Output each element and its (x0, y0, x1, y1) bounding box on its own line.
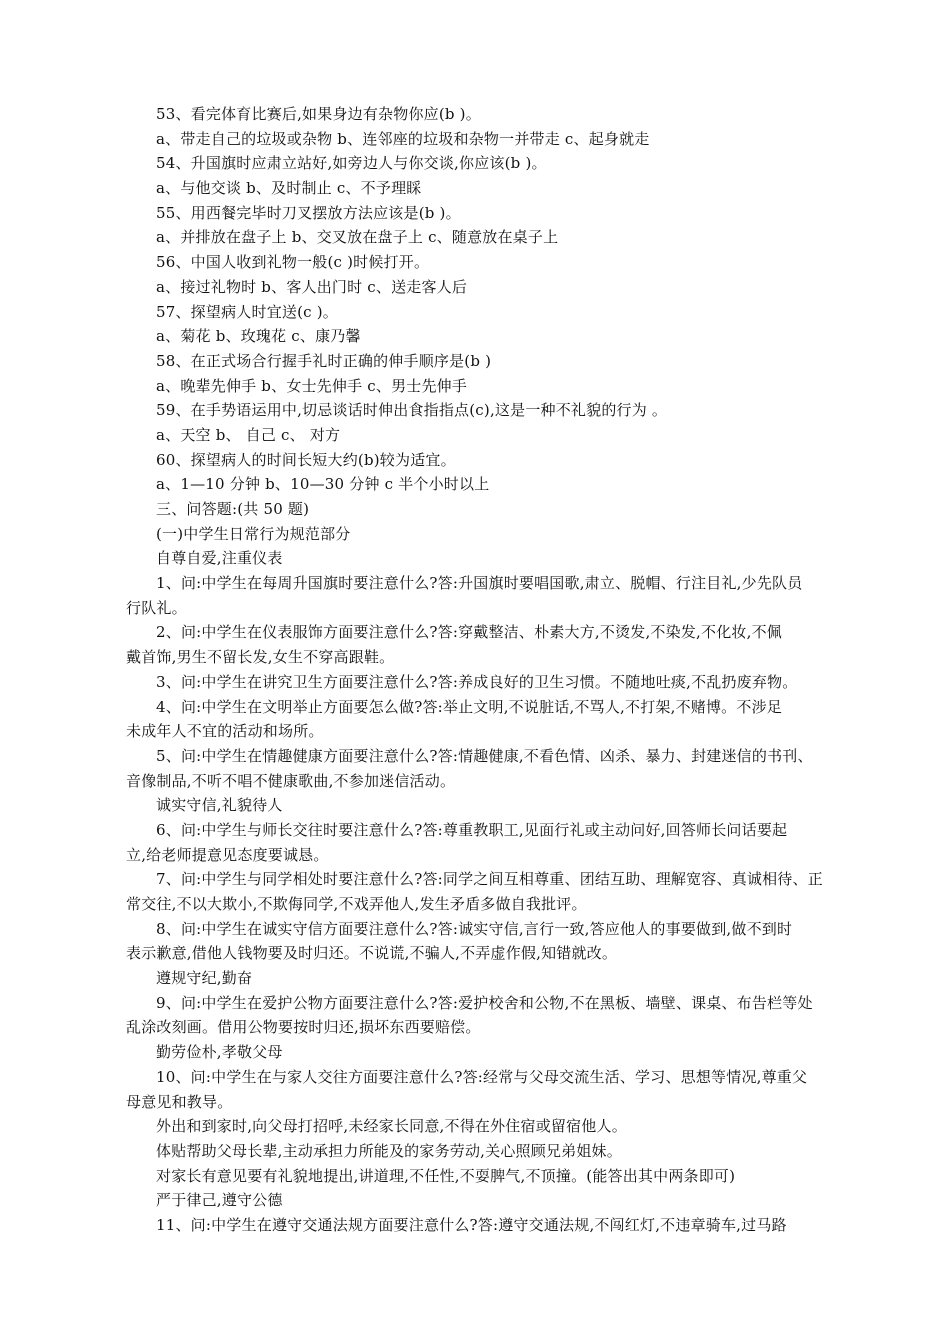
document-body (126, 102, 862, 1238)
text-line: 对家长有意见要有礼貌地提出,讲道理,不任性,不耍脾气,不顶撞。(能答出其中两条即可) (156, 1166, 736, 1185)
text-line: 戴首饰,男生不留长发,女生不穿高跟鞋。 (126, 648, 395, 667)
text-line: 立,给老师提意见态度要诚恳。 (126, 845, 329, 864)
text-line: a、菊花 b、玫瑰花 c、康乃馨 (156, 327, 361, 346)
text-line: 外出和到家时,向父母打招呼,未经家长同意,不得在外住宿或留宿他人。 (156, 1117, 627, 1136)
text-line: 自尊自爱,注重仪表 (156, 549, 283, 568)
text-line: 8、问:中学生在诚实守信方面要注意什么?答:诚实守信,言行一致,答应他人的事要做到,做不到时 (156, 919, 793, 938)
text-line: 3、问:中学生在讲究卫生方面要注意什么?答:养成良好的卫生习惯。不随地吐痰,不乱扔废弃物。 (156, 672, 798, 691)
text-line: 10、问:中学生在与家人交往方面要注意什么?答:经常与父母交流生活、学习、思想等情况,尊重父 (156, 1067, 808, 1086)
text-line: 2、问:中学生在仪表服饰方面要注意什么?答:穿戴整洁、朴素大方,不烫发,不染发,不化妆,不佩 (156, 623, 782, 642)
text-line: a、与他交谈 b、及时制止 c、不予理睬 (156, 179, 422, 198)
text-line: 勤劳俭朴,孝敬父母 (156, 1043, 283, 1062)
text-line: 音像制品,不听不唱不健康歌曲,不参加迷信活动。 (126, 771, 456, 790)
text-line: 严于律己,遵守公德 (156, 1191, 283, 1210)
text-line: 54、升国旗时应肃立站好,如旁边人与你交谈,你应该(b )。 (156, 154, 547, 173)
text-line: 常交往,不以大欺小,不欺侮同学,不戏弄他人,发生矛盾多做自我批评。 (126, 895, 587, 913)
text-line: a、天空 b、 自己 c、 对方 (156, 425, 341, 444)
text-line: 行队礼。 (126, 598, 187, 617)
text-line: 60、探望病人的时间长短大约(b)较为适宜。 (156, 450, 456, 469)
text-line: 55、用西餐完毕时刀叉摆放方法应该是(b )。 (156, 203, 461, 222)
text-line: a、带走自己的垃圾或杂物 b、连邻座的垃圾和杂物一并带走 c、起身就走 (156, 129, 650, 148)
text-line: 乱涂改刻画。借用公物要按时归还,损坏东西要赔偿。 (126, 1018, 481, 1037)
text-line: 7、问:中学生与同学相处时要注意什么?答:同学之间互相尊重、团结互助、理解宽容、真诚相待、正 (156, 870, 823, 889)
text-line: a、并排放在盘子上 b、交叉放在盘子上 c、随意放在桌子上 (156, 228, 559, 247)
text-line: 59、在手势语运用中,切忌谈话时伸出食指指点(c),这是一种不礼貌的行为 。 (156, 401, 668, 420)
text-line: 体贴帮助父母长辈,主动承担力所能及的家务劳动,关心照顾兄弟姐妹。 (156, 1141, 622, 1160)
text-line: 1、问:中学生在每周升国旗时要注意什么?答:升国旗时要唱国歌,肃立、脱帽、行注目礼,少先队员 (156, 574, 803, 593)
text-line: 57、探望病人时宜送(c )。 (156, 302, 338, 321)
text-line: 56、中国人收到礼物一般(c )时候打开。 (156, 253, 430, 272)
text-line: 三、问答题:(共 50 题) (156, 500, 310, 518)
text-line: 9、问:中学生在爱护公物方面要注意什么?答:爱护校舍和公物,不在黑板、墙壁、课桌、布告栏等处 (156, 993, 813, 1012)
text-line: (一)中学生日常行为规范部分 (156, 524, 351, 543)
text-line: a、晚辈先伸手 b、女士先伸手 c、男士先伸手 (156, 376, 468, 395)
text-line: 11、问:中学生在遵守交通法规方面要注意什么?答:遵守交通法规,不闯红灯,不违章骑车,过马路 (156, 1215, 787, 1234)
text-line: 未成年人不宜的活动和场所。 (126, 722, 324, 741)
text-line: a、1—10 分钟 b、10—30 分钟 c 半个小时以上 (156, 475, 490, 494)
text-line: 53、看完体育比赛后,如果身边有杂物你应(b )。 (156, 105, 481, 123)
text-line: 5、问:中学生在情趣健康方面要注意什么?答:情趣健康,不看色情、凶杀、暴力、封建迷信的书刊、 (156, 746, 813, 765)
text-line: 遵规守纪,勤奋 (156, 969, 253, 988)
text-line: 6、问:中学生与师长交往时要注意什么?答:尊重教职工,见面行礼或主动问好,回答师长问话要起 (156, 820, 788, 839)
text-line: 表示歉意,借他人钱物要及时归还。不说谎,不骗人,不弄虚作假,知错就改。 (126, 944, 618, 963)
text-line: 4、问:中学生在文明举止方面要怎么做?答:举止文明,不说脏话,不骂人,不打架,不赌博。不涉足 (156, 697, 782, 716)
text-line: 母意见和教导。 (126, 1092, 233, 1111)
text-line: 诚实守信,礼貌待人 (156, 796, 283, 815)
text-line: a、接过礼物时 b、客人出门时 c、送走客人后 (156, 277, 468, 296)
text-line: 58、在正式场合行握手礼时正确的伸手顺序是(b ) (156, 351, 492, 370)
